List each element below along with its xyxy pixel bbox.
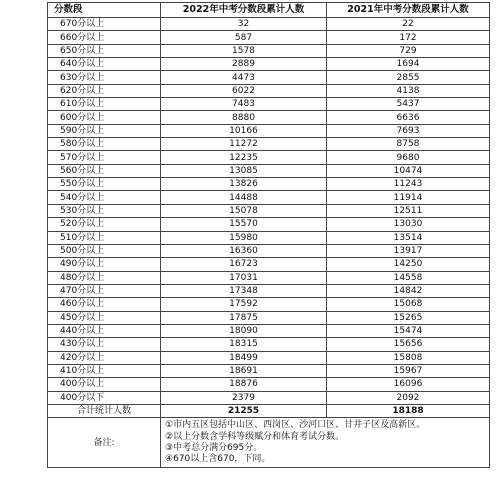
score-range-cell: 580分以上 [48,138,161,151]
table-row [48,391,490,404]
count-2021-cell: 4138 [327,84,490,97]
score-range-cell: 640分以上 [48,58,161,71]
table-row [48,218,490,231]
table-body [48,18,490,405]
count-2021-cell: 13917 [327,244,490,257]
count-2022-cell: 17031 [161,271,327,284]
table-row [48,258,490,271]
score-range-cell: 590分以上 [48,124,161,137]
score-range-cell: 410分以上 [48,364,161,377]
count-2021-cell: 15967 [327,364,490,377]
table-row [48,111,490,124]
header-score-range: 分数段 [48,3,161,18]
table-row [48,191,490,204]
count-2022-cell: 18315 [161,338,327,351]
count-2021-cell: 14558 [327,271,490,284]
count-2022-cell: 18876 [161,378,327,391]
count-2021-cell: 12511 [327,204,490,217]
total-2022: 21255 [161,404,327,417]
count-2022-cell: 15078 [161,204,327,217]
score-range-cell: 460分以上 [48,298,161,311]
table-row [48,18,490,31]
count-2022-cell: 18691 [161,364,327,377]
count-2022-cell: 10166 [161,124,327,137]
score-table-container [47,2,489,468]
count-2022-cell: 11272 [161,138,327,151]
score-range-cell: 570分以上 [48,151,161,164]
count-2022-cell: 7483 [161,98,327,111]
table-row [48,164,490,177]
score-range-cell: 450分以上 [48,311,161,324]
note-line-1: ①市内五区包括中山区、西岗区、沙河口区、甘井子区及高新区。 [165,420,426,431]
count-2022-cell: 15570 [161,218,327,231]
score-range-cell: 500分以上 [48,244,161,257]
score-range-cell: 420分以上 [48,351,161,364]
score-range-cell: 530分以上 [48,204,161,217]
score-range-cell: 520分以上 [48,218,161,231]
count-2022-cell: 1578 [161,44,327,57]
table-row [48,151,490,164]
table-row [48,351,490,364]
score-range-cell: 600分以上 [48,111,161,124]
count-2021-cell: 2092 [327,391,490,404]
table-row [48,138,490,151]
count-2021-cell: 1694 [327,58,490,71]
count-2021-cell: 9680 [327,151,490,164]
count-2022-cell: 12235 [161,151,327,164]
count-2022-cell: 18499 [161,351,327,364]
count-2021-cell: 13030 [327,218,490,231]
table-row [48,378,490,391]
table-row [48,338,490,351]
score-range-cell: 430分以上 [48,338,161,351]
score-range-cell: 660分以上 [48,31,161,44]
count-2021-cell: 2855 [327,71,490,84]
table-row [48,298,490,311]
table-row [48,311,490,324]
score-range-cell: 470分以上 [48,284,161,297]
table-row [48,204,490,217]
count-2022-cell: 14488 [161,191,327,204]
table-row [48,31,490,44]
table-header-row [48,3,490,18]
notes-row [48,418,490,468]
count-2022-cell: 13826 [161,178,327,191]
table-row [48,231,490,244]
score-range-cell: 400分以上 [48,378,161,391]
table-row [48,324,490,337]
score-range-cell: 540分以上 [48,191,161,204]
count-2022-cell: 16360 [161,244,327,257]
score-range-cell: 440分以上 [48,324,161,337]
table-row [48,284,490,297]
count-2022-cell: 13085 [161,164,327,177]
score-range-cell: 630分以上 [48,71,161,84]
count-2022-cell: 17592 [161,298,327,311]
count-2022-cell: 6022 [161,84,327,97]
note-line-3: ③中考总分满分695分。 [165,442,263,453]
count-2022-cell: 32 [161,18,327,31]
count-2021-cell: 22 [327,18,490,31]
header-2021-cumulative: 2021年中考分数段累计人数 [327,3,490,18]
score-range-cell: 480分以上 [48,271,161,284]
notes-label: 备注: [48,418,161,468]
count-2021-cell: 14250 [327,258,490,271]
table-row [48,271,490,284]
count-2022-cell: 15980 [161,231,327,244]
count-2021-cell: 11914 [327,191,490,204]
table-row [48,178,490,191]
table-row [48,98,490,111]
count-2022-cell: 8880 [161,111,327,124]
table-row [48,124,490,137]
count-2021-cell: 172 [327,31,490,44]
count-2021-cell: 15265 [327,311,490,324]
count-2022-cell: 18090 [161,324,327,337]
count-2021-cell: 16096 [327,378,490,391]
count-2022-cell: 2379 [161,391,327,404]
table-row [48,364,490,377]
table-row [48,244,490,257]
total-label: 合计统计人数 [48,404,161,417]
total-2021: 18188 [327,404,490,417]
count-2021-cell: 15474 [327,324,490,337]
score-range-cell: 490分以上 [48,258,161,271]
count-2022-cell: 17348 [161,284,327,297]
score-range-cell: 670分以上 [48,18,161,31]
count-2022-cell: 4473 [161,71,327,84]
count-2021-cell: 15808 [327,351,490,364]
notes-body [161,418,490,468]
count-2021-cell: 15656 [327,338,490,351]
count-2021-cell: 11243 [327,178,490,191]
count-2022-cell: 587 [161,31,327,44]
count-2022-cell: 17875 [161,311,327,324]
count-2022-cell: 16723 [161,258,327,271]
count-2022-cell: 2889 [161,58,327,71]
score-range-cell: 620分以上 [48,84,161,97]
score-range-cell: 550分以上 [48,178,161,191]
table-row [48,71,490,84]
count-2021-cell: 5437 [327,98,490,111]
count-2021-cell: 13514 [327,231,490,244]
table-row [48,84,490,97]
table-row [48,44,490,57]
count-2021-cell: 15068 [327,298,490,311]
note-line-2: ②以上分数含学科等级赋分和体育考试分数。 [165,431,345,442]
total-row [48,404,490,417]
count-2021-cell: 729 [327,44,490,57]
count-2021-cell: 10474 [327,164,490,177]
count-2021-cell: 14842 [327,284,490,297]
score-range-cell: 610分以上 [48,98,161,111]
count-2021-cell: 8758 [327,138,490,151]
score-range-cell: 400分以下 [48,391,161,404]
count-2021-cell: 6636 [327,111,490,124]
count-2021-cell: 7693 [327,124,490,137]
table-row [48,58,490,71]
score-range-cell: 510分以上 [48,231,161,244]
note-line-4: ④670以上含670，下同。 [165,453,271,464]
header-2022-cumulative: 2022年中考分数段累计人数 [161,3,327,18]
score-range-cell: 650分以上 [48,44,161,57]
score-distribution-table [47,2,490,468]
score-range-cell: 560分以上 [48,164,161,177]
